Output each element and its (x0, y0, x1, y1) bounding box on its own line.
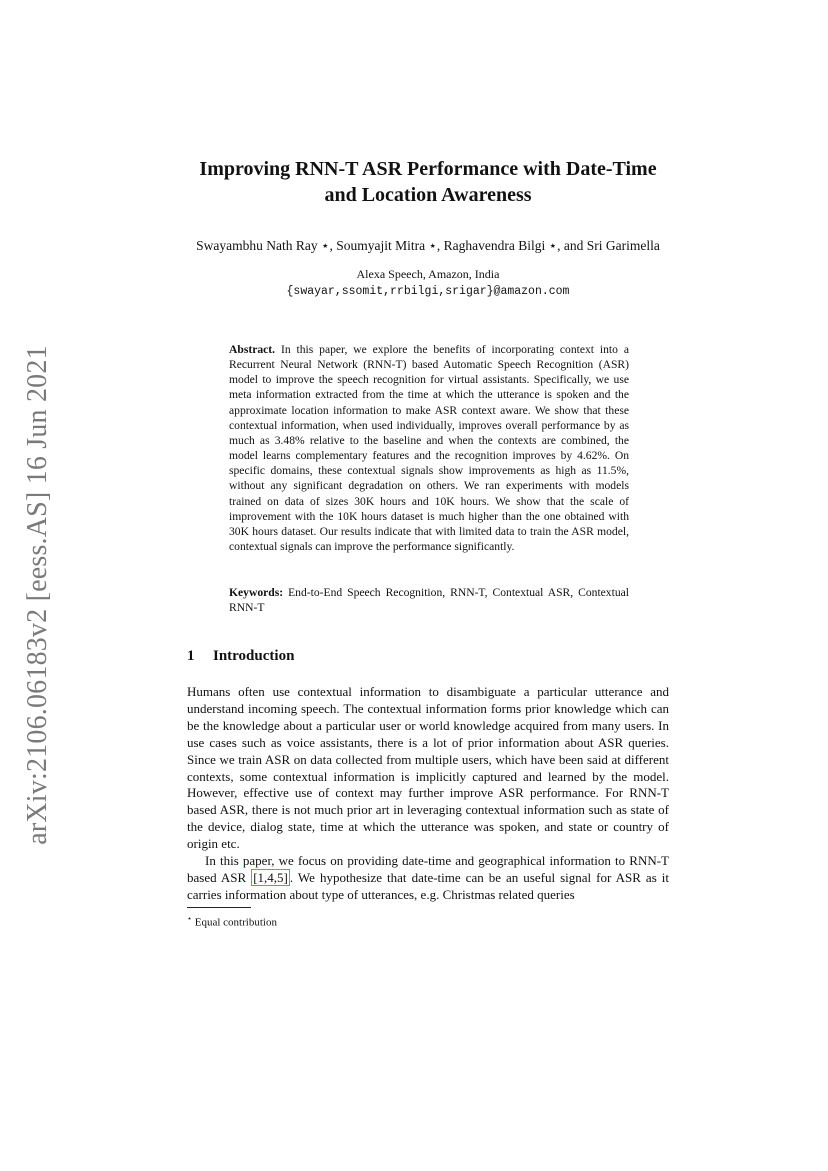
abstract-text: In this paper, we explore the benefits of incorporating context into a Recurrent Neural Network (RNN-T) based Automatic Speech Recognition (ASR) model to improve the speech recognition for virtual assistants. Specifically, we use meta information extracted from the time at which the utterance is spoken and the approximate location information to make ASR context aware. We show that these contextual information, when used individually, improves overall performance by as much as 3.48% relative to the baseline and when the contexts are combined, the model learns complementary features and the recognition improves by 4.62%. On specific domains, these contextual signals show improvements as high as 11.5%, without any significant degradation on others. We ran experiments with models trained on data of sizes 30K hours and 10K hours. We show that the scale of improvement with the 10K hours dataset is much higher than the one obtained with 30K hours dataset. Our results indicate that with limited data to train the ASR model, contextual signals can improve the performance significantly. (229, 343, 629, 554)
footnote-divider (187, 907, 251, 908)
section-heading-introduction (187, 646, 669, 666)
intro-paragraph-2 (187, 853, 669, 904)
paper-title (160, 156, 696, 208)
footnote (187, 911, 669, 931)
title-line-1: Improving RNN-T ASR Performance with Date-Time (199, 158, 657, 180)
title-line-2: and Location Awareness (324, 184, 532, 206)
abstract-label: Abstract. (229, 343, 276, 356)
arxiv-identifier-stamp: arXiv:2106.06183v2 [eess.AS] 16 Jun 2021 (22, 345, 53, 845)
citation-link[interactable]: [1,4,5] (253, 869, 288, 885)
abstract (229, 342, 629, 554)
footnote-marker: ⋆ (187, 914, 193, 923)
affiliation-block (200, 266, 656, 300)
intro-p2-text-end: . We hypothesize that date-time can be an useful signal for ASR as it carries information about type of utterances, e.g. Christmas related queries (187, 869, 670, 902)
section-number: 1 (187, 648, 195, 664)
affiliation-text: Alexa Speech, Amazon, India (356, 267, 500, 281)
author-emails: {swayar,ssomit,rrbilgi,srigar}@amazon.com (286, 285, 570, 298)
author-list: Swayambhu Nath Ray ⋆, Soumyajit Mitra ⋆, Raghavendra Bilgi ⋆, and Sri Garimella (196, 238, 660, 253)
intro-paragraph-1: Humans often use contextual information to disambiguate a particular utterance and understand incoming speech. The contextual information forms prior knowledge which can be the knowledge about a particular user or world knowledge acquired from many users. In use cases such as voice assistants, there is a lot of prior information about ASR queries. Since we train ASR on data collected from multiple users, which have been said at different contexts, some contextual information is implicitly captured and learned by the model. However, effective use of context may further improve ASR performance. For RNN-T based ASR, there is not much prior art in leveraging contextual information such as state of the device, dialog state, time at which the utterance was spoken, and state or country of origin etc. (187, 684, 669, 852)
footnote-text: Equal contribution (194, 916, 277, 929)
keywords-text: End-to-End Speech Recognition, RNN-T, Contextual ASR, Contextual RNN-T (229, 586, 629, 615)
section-title: Introduction (213, 648, 295, 664)
introduction-body (187, 684, 669, 904)
keywords (229, 585, 629, 615)
intro-p2-text-start: In this paper, we focus on providing date-time and geographical information to RNN-T based ASR (187, 853, 669, 885)
keywords-label: Keywords: (229, 586, 284, 599)
